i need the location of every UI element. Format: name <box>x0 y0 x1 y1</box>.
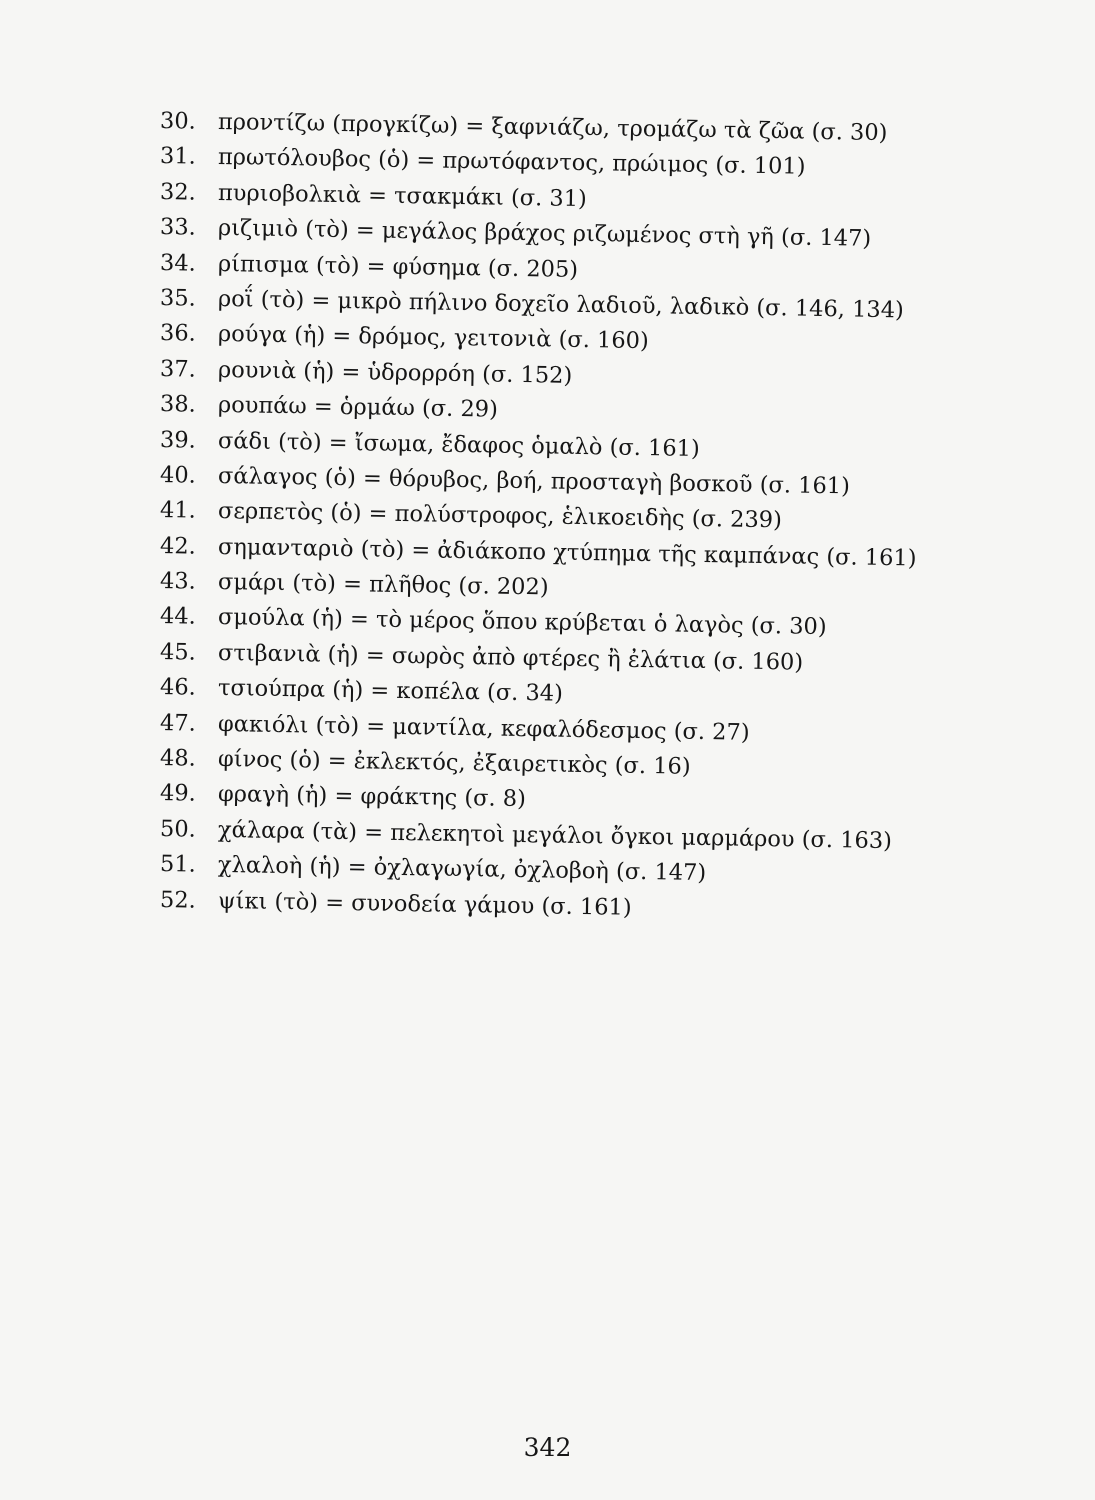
entry-number: 34. <box>159 249 197 277</box>
entry-number: 51. <box>159 851 197 878</box>
entry-number: 40. <box>159 461 197 489</box>
entry-number: 38. <box>159 391 197 418</box>
entry-text: σμάρι (τὸ) = πλῆθος (σ. 202) <box>217 569 549 601</box>
entry-number: 49. <box>159 780 197 808</box>
entry-text: φακιόλι (τὸ) = μαντίλα, κεφαλόδεσμος (σ. 27) <box>217 710 750 746</box>
entry-text: χάλαρα (τὰ) = πελεκητοὶ μεγάλοι ὄγκοι μαρμάρου (σ. 163) <box>217 816 893 854</box>
entry-text: τσιούπρα (ἡ) = κοπέλα (σ. 34) <box>217 675 564 707</box>
glossary-list <box>159 104 1020 921</box>
entry-text: πρωτόλουβος (ὁ) = πρωτόφαντος, πρώιμος (σ. 101) <box>217 144 806 181</box>
entry-number: 31. <box>159 143 197 170</box>
entry-number: 30. <box>159 108 197 135</box>
entry-text: προντίζω (προγκίζω) = ξαφνιάζω, τρομάζω τὰ ζῶα (σ. 30) <box>217 108 888 147</box>
entry-text: σάλαγος (ὁ) = θόρυβος, βοή, προσταγὴ βοσκοῦ (σ. 161) <box>217 462 851 500</box>
entry-text: ροΐ (τὸ) = μικρὸ πήλινο δοχεῖο λαδιοῦ, λαδικὸ (σ. 146, 134) <box>217 285 904 324</box>
entry-text: πυριοβολκιὰ = τσακμάκι (σ. 31) <box>217 179 588 212</box>
entry-text: φίνος (ὁ) = ἐκλεκτός, ἐξαιρετικὸς (σ. 16) <box>217 745 691 780</box>
entry-number: 44. <box>159 603 197 631</box>
entry-number: 32. <box>159 178 197 206</box>
entry-text: σερπετὸς (ὁ) = πολύστροφος, ἑλικοειδὴς (σ. 239) <box>217 498 783 534</box>
entry-text: ρίπισμα (τὸ) = φύσημα (σ. 205) <box>217 250 579 283</box>
entry-number: 33. <box>159 214 197 241</box>
entry-text: φραγὴ (ἡ) = φράκτης (σ. 8) <box>217 781 527 813</box>
page-number: 342 <box>523 1433 572 1462</box>
entry-number: 37. <box>159 355 197 383</box>
entry-number: 43. <box>159 568 197 595</box>
entry-text: ριζιμιὸ (τὸ) = μεγάλος βράχος ριζωμένος στὴ γῆ (σ. 147) <box>217 215 872 252</box>
entry-number: 35. <box>159 284 197 312</box>
entry-text: ρούγα (ἡ) = δρόμος, γειτονιὰ (σ. 160) <box>217 321 649 355</box>
entry-text: σημανταριὸ (τὸ) = ἀδιάκοπο χτύπημα τῆς καμπάνας (σ. 161) <box>217 533 917 572</box>
entry-number: 39. <box>159 426 197 454</box>
entry-number: 45. <box>159 638 197 666</box>
entry-number: 48. <box>159 745 197 772</box>
entry-text: ρουπάω = ὁρμάω (σ. 29) <box>217 392 499 423</box>
entry-number: 52. <box>159 886 197 914</box>
entry-text: σμούλα (ἡ) = τὸ μέρος ὅπου κρύβεται ὁ λαγὸς (σ. 30) <box>217 604 827 641</box>
entry-text: σάδι (τὸ) = ἴσωμα, ἔδαφος ὁμαλὸ (σ. 161) <box>217 427 700 462</box>
entry-text: ρουνιὰ (ἡ) = ὑδρορρόη (σ. 152) <box>217 356 573 389</box>
entry-number: 42. <box>159 532 197 560</box>
entry-number: 50. <box>159 815 197 843</box>
entry-number: 36. <box>159 320 197 347</box>
entry-text: στιβανιὰ (ἡ) = σωρὸς ἀπὸ φτέρες ἢ ἐλάτια (σ. 160) <box>217 639 804 676</box>
entry-text: χλαλοὴ (ἡ) = ὀχλαγωγία, ὀχλοβοὴ (σ. 147) <box>217 852 707 887</box>
entry-number: 46. <box>159 674 197 701</box>
entry-number: 41. <box>159 497 197 524</box>
entry-text: ψίκι (τὸ) = συνοδεία γάμου (σ. 161) <box>217 887 632 921</box>
entry-number: 47. <box>159 709 197 737</box>
